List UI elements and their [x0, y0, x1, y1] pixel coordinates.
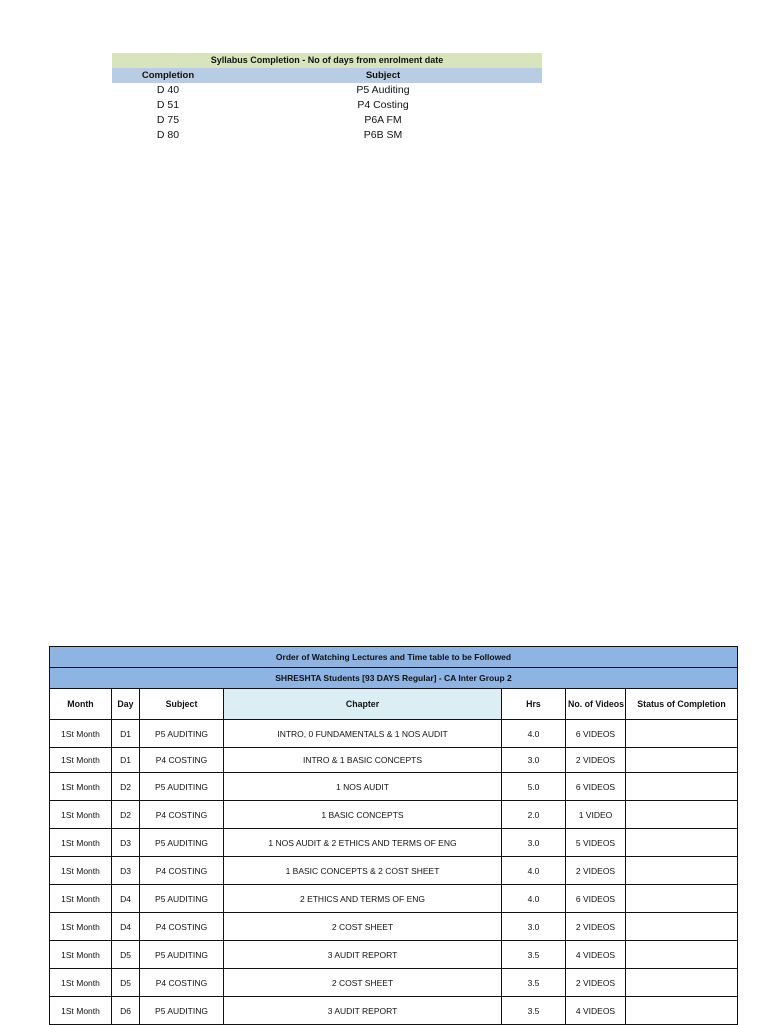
- completion-day: D 80: [156, 129, 180, 141]
- table-row: [50, 969, 738, 997]
- day-cell: D5: [112, 941, 140, 969]
- day-cell: D6: [112, 997, 140, 1025]
- syllabus-completion-table: [112, 53, 542, 143]
- month-cell: 1St Month: [50, 857, 112, 885]
- month-cell: 1St Month: [50, 885, 112, 913]
- timetable-subtitle-row: [50, 668, 738, 689]
- completion-column-header: Completion: [141, 70, 195, 81]
- videos-cell: 4 VIDEOS: [566, 997, 626, 1025]
- chapter-cell: INTRO, 0 FUNDAMENTALS & 1 NOS AUDIT: [224, 720, 502, 748]
- hrs-cell: 2.0: [502, 801, 566, 829]
- videos-cell: 6 VIDEOS: [566, 773, 626, 801]
- subject-column-header: Subject: [140, 689, 224, 720]
- month-cell: 1St Month: [50, 913, 112, 941]
- table-row: [50, 885, 738, 913]
- status-cell[interactable]: [626, 748, 738, 773]
- day-cell: D5: [112, 969, 140, 997]
- day-cell: D4: [112, 913, 140, 941]
- table-row: [50, 801, 738, 829]
- table-row: [50, 941, 738, 969]
- hrs-cell: 3.0: [502, 748, 566, 773]
- day-cell: D3: [112, 829, 140, 857]
- day-cell: D4: [112, 885, 140, 913]
- hrs-column-header: Hrs: [502, 689, 566, 720]
- hrs-cell: 4.0: [502, 885, 566, 913]
- hrs-cell: 3.5: [502, 941, 566, 969]
- hrs-cell: 4.0: [502, 720, 566, 748]
- month-cell: 1St Month: [50, 720, 112, 748]
- syllabus-completion-row: [112, 113, 542, 128]
- day-cell: D1: [112, 748, 140, 773]
- day-cell: D1: [112, 720, 140, 748]
- videos-cell: 2 VIDEOS: [566, 969, 626, 997]
- status-cell[interactable]: [626, 829, 738, 857]
- subject-cell: P4 COSTING: [140, 748, 224, 773]
- syllabus-completion-title: Syllabus Completion - No of days from enrolment date: [112, 53, 542, 68]
- subject-cell: P5 AUDITING: [140, 941, 224, 969]
- chapter-cell: 1 NOS AUDIT: [224, 773, 502, 801]
- videos-cell: 2 VIDEOS: [566, 913, 626, 941]
- chapter-cell: INTRO & 1 BASIC CONCEPTS: [224, 748, 502, 773]
- completion-day: D 75: [156, 114, 180, 126]
- subject-cell: P5 AUDITING: [140, 773, 224, 801]
- videos-cell: 6 VIDEOS: [566, 885, 626, 913]
- videos-cell: 5 VIDEOS: [566, 829, 626, 857]
- subject-cell: P4 COSTING: [140, 913, 224, 941]
- syllabus-completion-row: [112, 83, 542, 98]
- chapter-cell: 1 NOS AUDIT & 2 ETHICS AND TERMS OF ENG: [224, 829, 502, 857]
- month-cell: 1St Month: [50, 941, 112, 969]
- hrs-cell: 4.0: [502, 857, 566, 885]
- videos-cell: 1 VIDEO: [566, 801, 626, 829]
- month-cell: 1St Month: [50, 829, 112, 857]
- subject-cell: P5 AUDITING: [140, 997, 224, 1025]
- chapter-cell: 1 BASIC CONCEPTS: [224, 801, 502, 829]
- status-cell[interactable]: [626, 997, 738, 1025]
- day-cell: D2: [112, 773, 140, 801]
- status-cell[interactable]: [626, 885, 738, 913]
- table-row: [50, 773, 738, 801]
- month-column-header: Month: [50, 689, 112, 720]
- videos-cell: 6 VIDEOS: [566, 720, 626, 748]
- videos-column-header: No. of Videos: [566, 689, 626, 720]
- completion-day: D 51: [156, 99, 180, 111]
- table-row: [50, 829, 738, 857]
- status-cell[interactable]: [626, 969, 738, 997]
- day-cell: D2: [112, 801, 140, 829]
- lecture-timetable: [49, 646, 738, 1025]
- timetable-header-row: [50, 689, 738, 720]
- hrs-cell: 3.5: [502, 997, 566, 1025]
- month-cell: 1St Month: [50, 748, 112, 773]
- syllabus-completion-row: [112, 128, 542, 143]
- status-column-header: Status of Completion: [626, 689, 738, 720]
- timetable-title-row: [50, 647, 738, 668]
- completion-subject: P6B SM: [363, 129, 403, 141]
- chapter-cell: 2 COST SHEET: [224, 969, 502, 997]
- month-cell: 1St Month: [50, 969, 112, 997]
- chapter-cell: 3 AUDIT REPORT: [224, 941, 502, 969]
- timetable-title: Order of Watching Lectures and Time table to be Followed: [50, 647, 738, 668]
- hrs-cell: 3.0: [502, 829, 566, 857]
- table-row: [50, 857, 738, 885]
- hrs-cell: 3.5: [502, 969, 566, 997]
- status-cell[interactable]: [626, 913, 738, 941]
- table-row: [50, 997, 738, 1025]
- status-cell[interactable]: [626, 773, 738, 801]
- day-cell: D3: [112, 857, 140, 885]
- status-cell[interactable]: [626, 720, 738, 748]
- subject-cell: P4 COSTING: [140, 801, 224, 829]
- chapter-cell: 2 COST SHEET: [224, 913, 502, 941]
- status-cell[interactable]: [626, 941, 738, 969]
- subject-cell: P5 AUDITING: [140, 885, 224, 913]
- hrs-cell: 3.0: [502, 913, 566, 941]
- syllabus-completion-header-row: [112, 68, 542, 83]
- table-row: [50, 748, 738, 773]
- videos-cell: 4 VIDEOS: [566, 941, 626, 969]
- chapter-cell: 2 ETHICS AND TERMS OF ENG: [224, 885, 502, 913]
- month-cell: 1St Month: [50, 801, 112, 829]
- chapter-cell: 1 BASIC CONCEPTS & 2 COST SHEET: [224, 857, 502, 885]
- subject-column-header: Subject: [365, 70, 401, 81]
- subject-cell: P5 AUDITING: [140, 829, 224, 857]
- day-column-header: Day: [112, 689, 140, 720]
- videos-cell: 2 VIDEOS: [566, 857, 626, 885]
- syllabus-completion-row: [112, 98, 542, 113]
- timetable-subtitle: SHRESHTA Students [93 DAYS Regular] - CA Inter Group 2: [50, 668, 738, 689]
- subject-cell: P5 AUDITING: [140, 720, 224, 748]
- table-row: [50, 720, 738, 748]
- month-cell: 1St Month: [50, 773, 112, 801]
- chapter-cell: 3 AUDIT REPORT: [224, 997, 502, 1025]
- subject-cell: P4 COSTING: [140, 969, 224, 997]
- table-row: [50, 913, 738, 941]
- status-cell[interactable]: [626, 801, 738, 829]
- month-cell: 1St Month: [50, 997, 112, 1025]
- completion-subject: P4 Costing: [357, 99, 409, 111]
- completion-day: D 40: [156, 84, 180, 96]
- videos-cell: 2 VIDEOS: [566, 748, 626, 773]
- chapter-column-header: Chapter: [224, 689, 502, 720]
- completion-subject: P6A FM: [364, 114, 402, 126]
- hrs-cell: 5.0: [502, 773, 566, 801]
- completion-subject: P5 Auditing: [356, 84, 410, 96]
- subject-cell: P4 COSTING: [140, 857, 224, 885]
- status-cell[interactable]: [626, 857, 738, 885]
